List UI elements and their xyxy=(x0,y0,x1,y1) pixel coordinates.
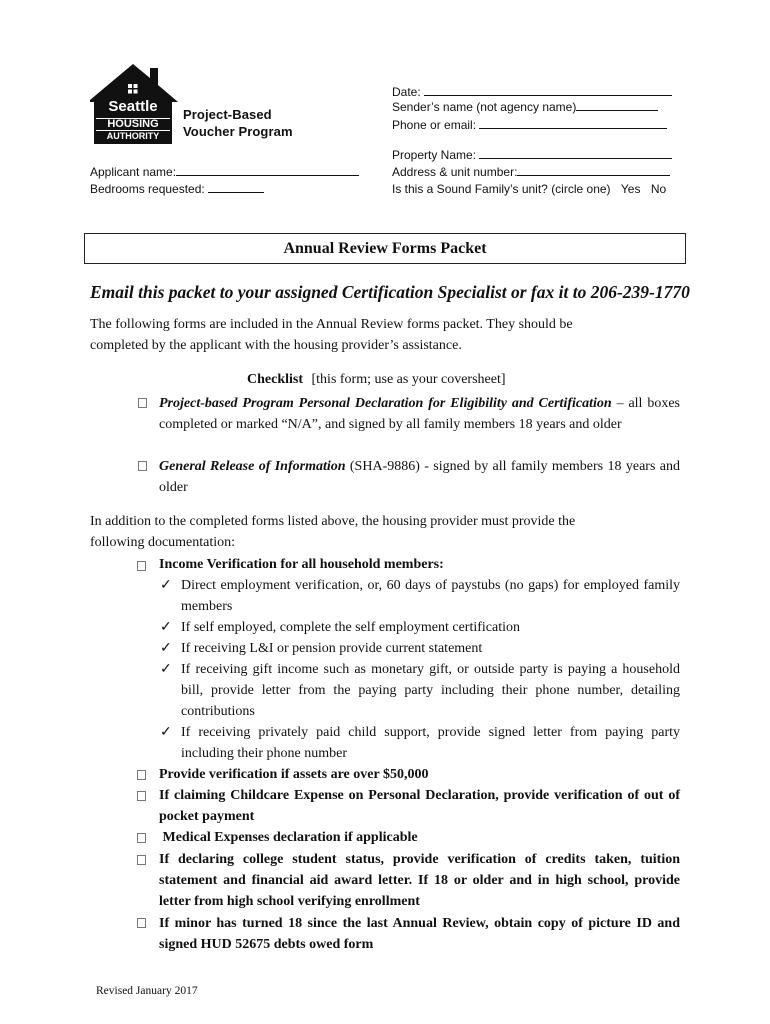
phone-field[interactable] xyxy=(392,117,667,133)
checkbox-childcare[interactable] xyxy=(137,791,146,801)
address-label: Address & unit number: xyxy=(392,165,518,179)
sha-logo xyxy=(88,62,184,146)
logo-housing-text: HOUSING xyxy=(107,118,159,130)
income-item-3: If receiving L&I or pension provide current statement xyxy=(181,641,483,656)
phone-label: Phone or email: xyxy=(392,118,477,132)
check-icon: ✓ xyxy=(160,578,172,593)
requirement-assets: Provide verification if assets are over $50,000 xyxy=(159,767,429,782)
sound-family-question: Is this a Sound Family’s unit? (circle one) xyxy=(392,182,611,196)
requirement-college: If declaring college student status, provide verification of credits taken, tuition statement and financial aid award letter. If 18 or older and in high school, provide letter from high school verifying enrollment xyxy=(159,852,680,909)
title-box xyxy=(84,233,686,264)
checkbox-form-2[interactable] xyxy=(138,461,147,471)
form-item-2 xyxy=(159,456,680,498)
docs-intro: In addition to the completed forms listed above, the housing provider must provide the following documentation: xyxy=(90,514,576,550)
checkbox-form-1[interactable] xyxy=(138,398,147,408)
form-1-title: Project-based Program Personal Declaration for Eligibility and Certification xyxy=(159,396,612,411)
email-instruction: Email this packet to your assigned Certification Specialist or fax it to 206-239-1770 xyxy=(90,282,690,302)
sender-field[interactable] xyxy=(392,99,658,115)
phone-line[interactable] xyxy=(479,117,667,129)
requirement-minor: If minor has turned 18 since the last Annual Review, obtain copy of picture ID and signed HUD 52675 debts owed form xyxy=(159,916,680,952)
logo-authority-text: AUTHORITY xyxy=(106,131,160,141)
checklist-heading xyxy=(247,372,506,388)
property-field[interactable] xyxy=(392,147,672,163)
program-name xyxy=(183,106,293,140)
logo-seattle-text: Seattle xyxy=(108,98,158,115)
address-field[interactable] xyxy=(392,164,670,180)
checkbox-medical[interactable] xyxy=(137,833,146,843)
applicant-field[interactable] xyxy=(90,164,359,180)
bedrooms-label: Bedrooms requested: xyxy=(90,182,205,196)
page-title: Annual Review Forms Packet xyxy=(283,240,487,257)
form-item-1 xyxy=(159,393,680,435)
form-2-title: General Release of Information xyxy=(159,459,346,474)
income-heading xyxy=(159,554,680,575)
checklist-note: [this form; use as your coversheet] xyxy=(311,372,506,387)
sound-family-field xyxy=(392,181,666,197)
property-label: Property Name: xyxy=(392,148,477,162)
revision-footer: Revised January 2017 xyxy=(96,985,198,997)
income-item-4: If receiving gift income such as monetary gift, or outside party is paying a household bill, provide letter from the paying party including their phone number, detailing contributions xyxy=(181,662,680,719)
income-heading-text: Income Verification for all household members: xyxy=(159,557,444,572)
checkbox-minor[interactable] xyxy=(137,918,146,928)
property-line[interactable] xyxy=(479,147,672,159)
no-option[interactable]: No xyxy=(650,182,667,196)
program-line-2: Voucher Program xyxy=(183,124,293,139)
check-icon: ✓ xyxy=(160,620,172,635)
program-line-1: Project-Based xyxy=(183,107,272,122)
income-item-2: If self employed, complete the self employment certification xyxy=(181,620,520,635)
address-line[interactable] xyxy=(517,164,670,176)
intro-paragraph: The following forms are included in the Annual Review forms packet. They should be completed by the applicant with the housing provider’s assistance. xyxy=(90,317,573,353)
date-label: Date: xyxy=(392,85,421,99)
income-item-5: If receiving privately paid child support, provide signed letter from paying party including their phone number xyxy=(181,725,680,761)
sender-label: Sender’s name (not agency name) xyxy=(392,100,577,114)
requirement-medical: Medical Expenses declaration if applicable xyxy=(159,830,418,845)
requirement-childcare: If claiming Childcare Expense on Personal Declaration, provide verification of out of pocket payment xyxy=(159,788,680,824)
applicant-label: Applicant name: xyxy=(90,165,177,179)
check-icon: ✓ xyxy=(160,662,172,677)
checklist-label: Checklist xyxy=(247,372,303,387)
checkbox-college[interactable] xyxy=(137,855,146,865)
yes-option[interactable]: Yes xyxy=(620,182,641,196)
checkbox-assets[interactable] xyxy=(137,770,146,780)
income-item-1: Direct employment verification, or, 60 days of paystubs (no gaps) for employed family members xyxy=(181,578,680,614)
date-line[interactable] xyxy=(424,84,672,96)
sender-line[interactable] xyxy=(576,99,658,111)
form-1-rest: – all boxes completed or marked “N/A”, and signed by all family members 18 years and older xyxy=(159,396,680,432)
applicant-line[interactable] xyxy=(176,164,359,176)
checkbox-income[interactable] xyxy=(137,561,146,571)
check-icon: ✓ xyxy=(160,725,172,740)
bedrooms-line[interactable] xyxy=(208,181,264,193)
form-2-rest: (SHA-9886) - signed by all family members 18 years and older xyxy=(159,459,680,495)
date-field[interactable] xyxy=(392,84,672,100)
bedrooms-field[interactable] xyxy=(90,181,264,197)
check-icon: ✓ xyxy=(160,641,172,656)
